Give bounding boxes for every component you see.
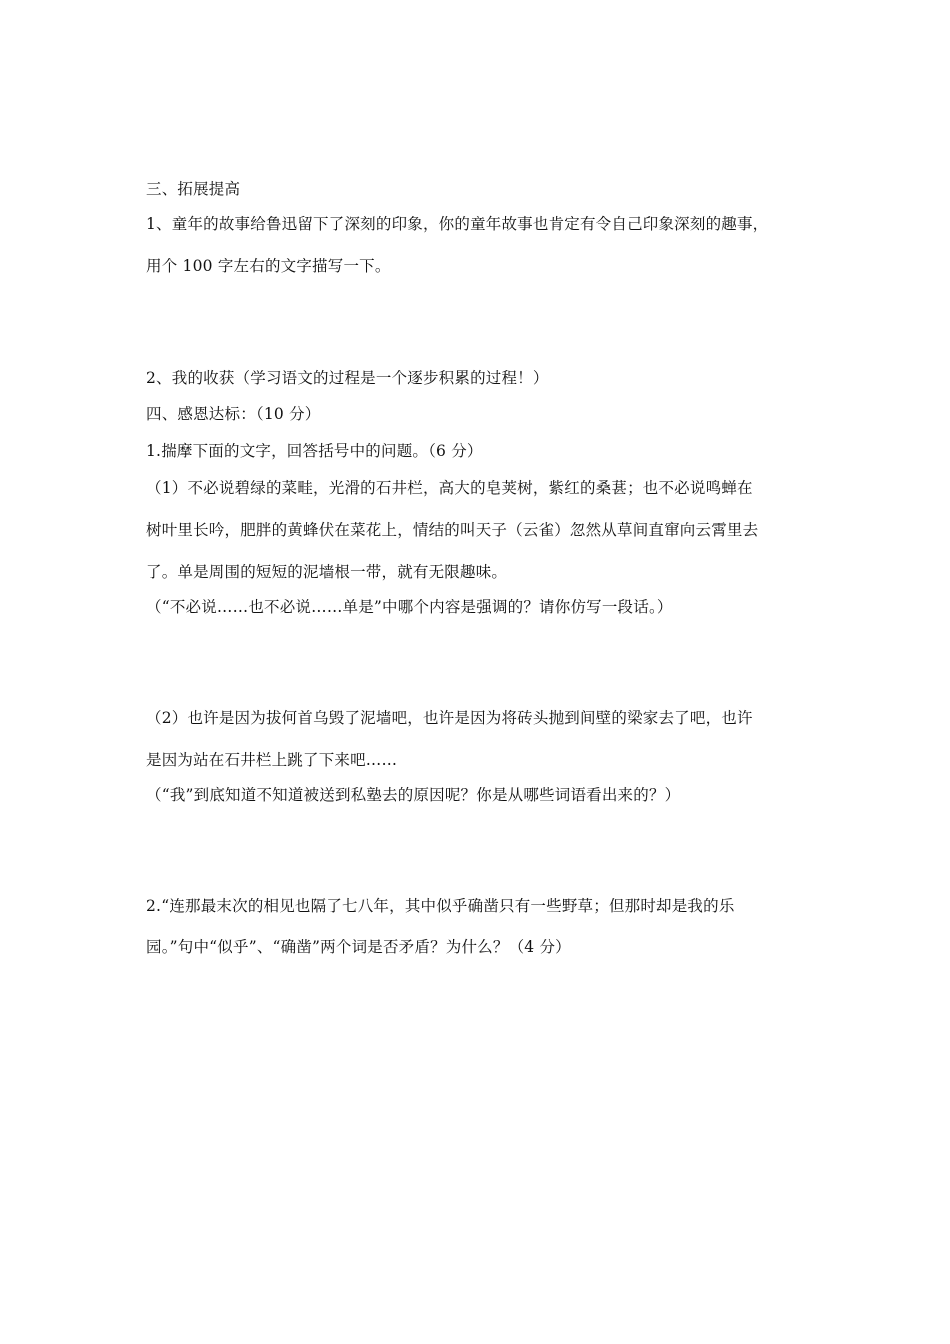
section-4-heading: 四、感恩达标：（10 分） <box>146 405 321 423</box>
question-1-line-1: 1、童年的故事给鲁迅留下了深刻的印象，你的童年故事也肯定有令自己印象深刻的趣事， <box>146 215 769 233</box>
passage-2-line-2: 是因为站在石井栏上跳了下来吧…… <box>146 751 398 769</box>
question-2-line: 2、我的收获（学习语文的过程是一个逐步积累的过程！） <box>146 369 549 387</box>
passage-2-line-1: （2）也许是因为拔何首乌毁了泥墙吧，也许是因为将砖头抛到间壁的梁家去了吧，也许 <box>146 709 753 727</box>
item-2-line-1: 2.“连那最末次的相见也隔了七八年，其中似乎确凿只有一些野草；但那时却是我的乐 <box>146 897 735 915</box>
question-1-line-2: 用个 100 字左右的文字描写一下。 <box>146 257 391 275</box>
section-3-heading: 三、拓展提高 <box>146 180 241 198</box>
passage-1-line-3: 了。单是周围的短短的泥墙根一带，就有无限趣味。 <box>146 563 508 581</box>
passage-2-question: （“我”到底知道不知道被送到私塾去的原因呢？你是从哪些词语看出来的？） <box>146 786 681 804</box>
passage-1-question: （“不必说……也不必说……单是”中哪个内容是强调的？请你仿写一段话。） <box>146 598 673 616</box>
item-2-line-2: 园。”句中“似乎”、“确凿”两个词是否矛盾？为什么？（4 分） <box>146 938 571 956</box>
passage-1-line-1: （1）不必说碧绿的菜畦，光滑的石井栏，高大的皂荚树，紫红的桑葚；也不必说鸣蝉在 <box>146 479 753 497</box>
item-1-title: 1.揣摩下面的文字，回答括号中的问题。（6 分） <box>146 442 483 460</box>
passage-1-line-2: 树叶里长吟，肥胖的黄蜂伏在菜花上，情结的叫天子（云雀）忽然从草间直窜向云霄里去 <box>146 521 759 539</box>
